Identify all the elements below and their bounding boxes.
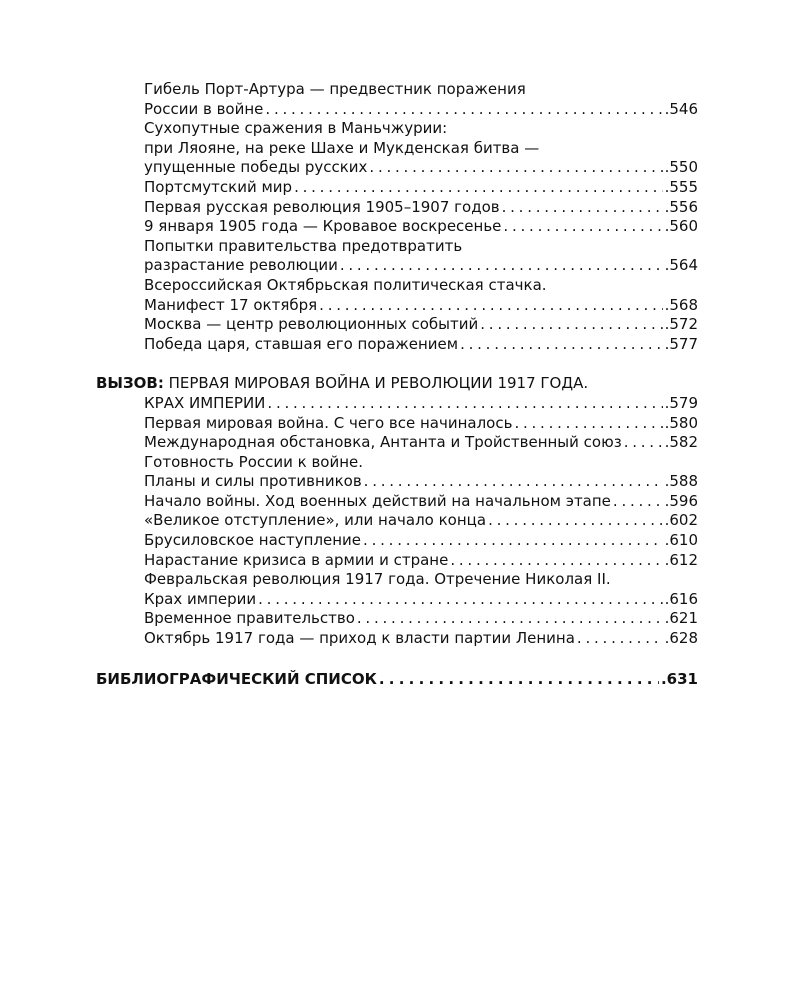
page-number: .582 — [664, 433, 698, 452]
toc-entry-title: Начало войны. Ход военных действий на начальном этапе — [144, 491, 611, 510]
toc-entry-last-line — [144, 511, 698, 531]
toc-entry-title: «Великое отступление», или начало конца — [144, 511, 487, 530]
toc-entry-last-line — [144, 414, 698, 434]
page-number: .631 — [660, 669, 698, 688]
leader-dots — [357, 609, 663, 629]
toc-entry-line: Сухопутные сражения в Маньчжурии: — [144, 119, 448, 138]
leader-dots — [319, 296, 662, 316]
toc-entry — [144, 178, 698, 198]
section-title-line — [96, 374, 698, 394]
toc-entry-title: России в войне — [144, 99, 264, 118]
toc-entry-title: Крах империи — [144, 589, 257, 608]
leader-dots — [488, 511, 663, 531]
section-key: ВЫЗОВ: — [96, 374, 164, 393]
page-number: .568 — [664, 295, 698, 314]
toc-entry-title: Портсмутский мир — [144, 177, 293, 196]
leader-dots — [450, 551, 662, 571]
bibliography-title: БИБЛИОГРАФИЧЕСКИЙ СПИСОК — [96, 669, 377, 688]
toc-entry-last-line — [144, 492, 698, 512]
toc-entry — [144, 198, 698, 218]
toc-entry-title: Манифест 17 октября — [144, 295, 318, 314]
section-last-text: КРАХ ИМПЕРИИ — [144, 393, 266, 412]
toc-entry — [144, 237, 698, 276]
toc-entry-last-line — [144, 590, 698, 610]
toc-entry-line: Всероссийская Октябрьская политическая стачка. — [144, 275, 547, 294]
toc-group-1 — [96, 80, 698, 354]
toc-entry — [144, 315, 698, 335]
page-number: .572 — [664, 315, 698, 334]
toc-entry — [144, 453, 698, 492]
toc-entry — [144, 570, 698, 609]
page-number: .579 — [664, 393, 698, 412]
page-number: .556 — [664, 197, 698, 216]
bibliography-entry — [96, 670, 698, 690]
toc-entry-last-line — [144, 315, 698, 335]
toc-entry — [144, 492, 698, 512]
leader-dots — [379, 670, 659, 690]
toc-entry-title: 9 января 1905 года — Кровавое воскресенье — [144, 217, 502, 236]
page-number: .564 — [664, 256, 698, 275]
toc-entry-line: Готовность России к войне. — [144, 452, 364, 471]
toc-group-2 — [96, 414, 698, 649]
toc-entry-line: Февральская революция 1917 года. Отречение Николая II. — [144, 570, 611, 589]
toc-entry — [144, 119, 698, 178]
toc-entry — [144, 551, 698, 571]
leader-dots — [258, 590, 662, 610]
toc-entry-title: Нарастание кризиса в армии и стране — [144, 550, 449, 569]
section-title: ПЕРВАЯ МИРОВАЯ ВОЙНА И РЕВОЛЮЦИИ 1917 ГОДА. — [163, 374, 589, 393]
toc-entry-last-line — [144, 531, 698, 551]
page-number: .588 — [664, 472, 698, 491]
section-heading — [96, 374, 698, 413]
table-of-contents — [96, 80, 698, 689]
toc-entry-last-line — [144, 100, 698, 120]
toc-entry-title: упущенные победы русских — [144, 158, 368, 177]
toc-entry-last-line — [144, 609, 698, 629]
toc-entry — [144, 80, 698, 119]
toc-entry-last-line — [144, 256, 698, 276]
toc-entry — [144, 335, 698, 355]
page-number: .602 — [664, 511, 698, 530]
toc-entry-title: Москва — центр революционных событий — [144, 315, 479, 334]
toc-entry-title: Планы и силы противников — [144, 472, 362, 491]
page-number: .555 — [664, 177, 698, 196]
page-number: .610 — [664, 531, 698, 550]
leader-dots — [460, 335, 663, 355]
toc-entry — [144, 609, 698, 629]
page-number: .580 — [664, 413, 698, 432]
leader-dots — [613, 492, 663, 512]
toc-entry-last-line — [144, 158, 698, 178]
leader-dots — [503, 217, 662, 237]
toc-entry-last-line — [144, 551, 698, 571]
toc-entry — [144, 531, 698, 551]
toc-entry — [144, 511, 698, 531]
leader-dots — [364, 472, 663, 492]
leader-dots — [294, 178, 663, 198]
toc-entry-last-line — [144, 296, 698, 316]
page-number: .550 — [664, 158, 698, 177]
toc-entry-title: Победа царя, ставшая его поражением — [144, 334, 459, 353]
page-number: .577 — [664, 334, 698, 353]
toc-entry-title: Октябрь 1917 года — приход к власти партии Ленина — [144, 629, 575, 648]
toc-entry — [144, 276, 698, 315]
leader-dots — [340, 256, 663, 276]
page-number: .621 — [664, 609, 698, 628]
toc-entry-last-line — [144, 629, 698, 649]
toc-entry-title: разрастание революции — [144, 256, 338, 275]
toc-entry-title: Брусиловское наступление — [144, 531, 362, 550]
toc-entry-line: Гибель Порт-Артура — предвестник поражения — [144, 80, 526, 98]
leader-dots — [577, 629, 663, 649]
toc-entry-title: Временное правительство — [144, 609, 355, 628]
leader-dots — [267, 394, 662, 414]
leader-dots — [363, 531, 663, 551]
toc-entry-line: при Ляояне, на реке Шахе и Мукденская битва — — [144, 138, 540, 157]
toc-entry-last-line — [144, 433, 698, 453]
leader-dots — [369, 158, 662, 178]
toc-entry-last-line — [144, 472, 698, 492]
toc-entry — [144, 433, 698, 453]
page-number: .612 — [664, 550, 698, 569]
toc-entry — [144, 217, 698, 237]
bibliography-line — [96, 670, 698, 690]
page-number: .560 — [664, 217, 698, 236]
page-number: .628 — [664, 629, 698, 648]
leader-dots — [480, 315, 662, 335]
toc-entry-title: Первая мировая война. С чего все начиналось — [144, 413, 513, 432]
toc-entry — [144, 629, 698, 649]
page-number: .596 — [664, 491, 698, 510]
leader-dots — [502, 198, 663, 218]
toc-entry-title: Международная обстановка, Антанта и Тройственный союз — [144, 433, 622, 452]
page-number: .546 — [664, 99, 698, 118]
toc-entry-line: Попытки правительства предотвратить — [144, 236, 463, 255]
leader-dots — [265, 100, 662, 120]
toc-entry — [144, 414, 698, 434]
section-last-line — [144, 394, 698, 414]
toc-entry-last-line — [144, 178, 698, 198]
page-number: .616 — [664, 589, 698, 608]
leader-dots — [624, 433, 663, 453]
toc-entry-last-line — [144, 198, 698, 218]
toc-entry-last-line — [144, 217, 698, 237]
leader-dots — [514, 414, 662, 434]
toc-entry-title: Первая русская революция 1905–1907 годов — [144, 197, 500, 216]
toc-entry-last-line — [144, 335, 698, 355]
